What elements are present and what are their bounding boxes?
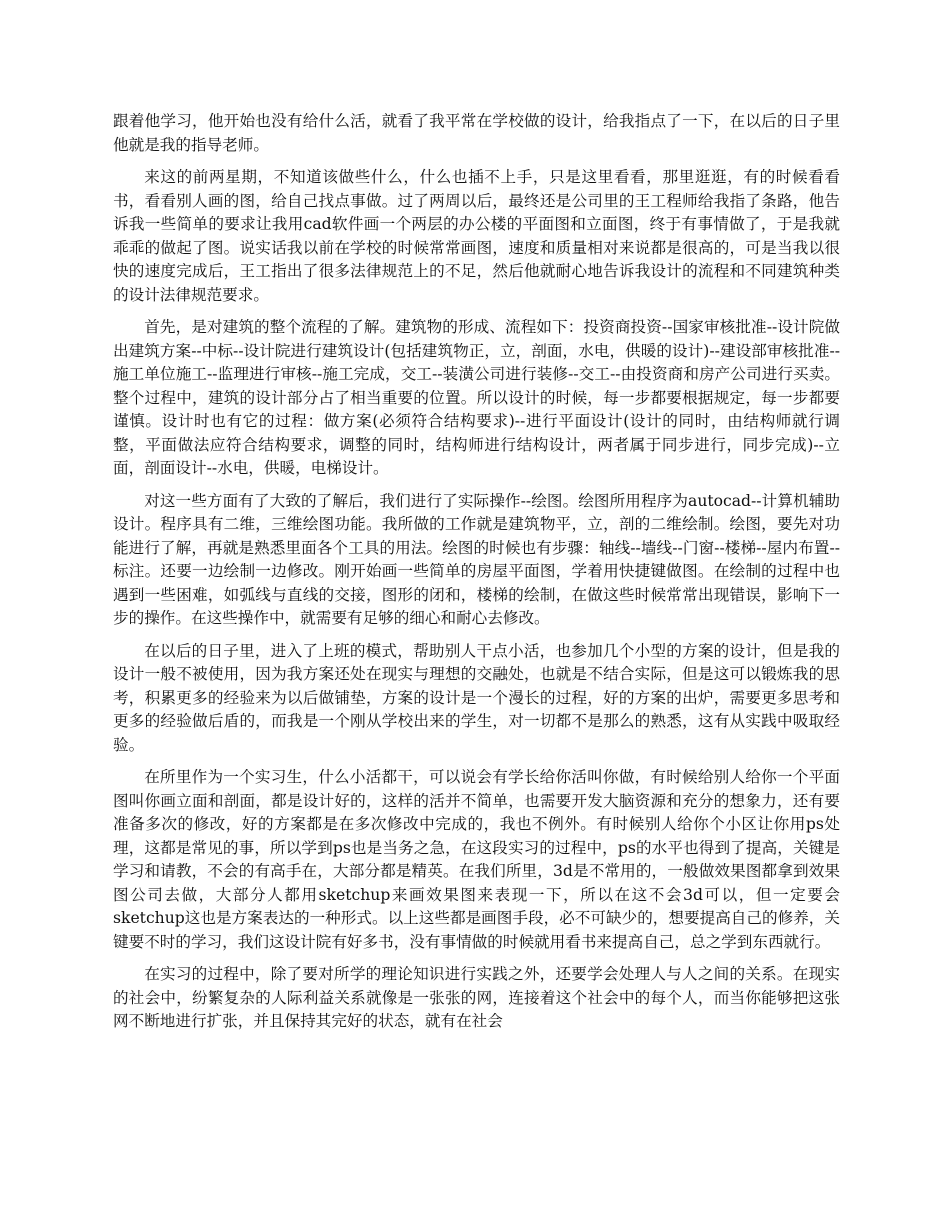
paragraph-5: 在以后的日子里，进入了上班的模式，帮助别人干点小活，也参加几个小型的方案的设计，但是我的设计一般不被使用，因为我方案还处在现实与理想的交融处，也就是不结合实际，但是这可以锻炼我的思考，积累更多的经验来为以后做铺垫，方案的设计是一个漫长的过程，好的方案的出炉，需要更多思考和更多的经验做后盾的，而我是一个刚从学校出来的学生，对一切都不是那么的熟悉，这有从实践中吸取经验。	[113, 641, 840, 754]
paragraph-6: 在所里作为一个实习生，什么小活都干，可以说会有学长给你活叫你做，有时候给别人给你一个平面图叫你画立面和剖面，都是设计好的，这样的活并不简单，也需要开发大脑资源和充分的想象力，还有要准备多次的修改，好的方案都是在多次修改中完成的，我也不例外。有时候别人给你个小区让你用ps处理，这都是常见的事，所以学到ps也是当务之急，在这段实习的过程中，ps的水平也得到了提高，关键是学习和请教，不会的有高手在，大部分都是精英。在我们所里，3d是不常用的，一般做效果图都拿到效果图公司去做，大部分人都用sketchup来画效果图来表现一下，所以在这不会3d可以，但一定要会sketchup这也是方案表达的一种形式。以上这些都是画图手段，必不可缺少的，想要提高自己的修养，关键要不时的学习，我们这设计院有好多书，没有事情做的时候就用看书来提高自己，总之学到东西就行。	[113, 768, 840, 951]
paragraph-4: 对这一些方面有了大致的了解后，我们进行了实际操作--绘图。绘图所用程序为autocad--计算机辅助设计。程序具有二维，三维绘图功能。我所做的工作就是建筑物平，立，剖的二维绘制。绘图，要先对功能进行了解，再就是熟悉里面各个工具的用法。绘图的时候也有步骤：轴线--墙线--门窗--楼梯--屋内布置--标注。还要一边绘制一边修改。刚开始画一些简单的房屋平面图，学着用快捷键做图。在绘制的过程中也遇到一些困难，如弧线与直线的交接，图形的闭和，楼梯的绘制，在做这些时候常常出现错误，影响下一步的操作。在这些操作中，就需要有足够的细心和耐心去修改。	[113, 491, 840, 627]
paragraph-1: 跟着他学习，他开始也没有给什么活，就看了我平常在学校做的设计，给我指点了一下，在以后的日子里他就是我的指导老师。	[113, 112, 840, 154]
paragraph-2: 来这的前两星期，不知道该做些什么，什么也插不上手，只是这里看看，那里逛逛，有的时候看看书，看看别人画的图，给自己找点事做。过了两周以后，最终还是公司里的王工程师给我指了条路，他告诉我一些简单的要求让我用cad软件画一个两层的办公楼的平面图和立面图，终于有事情做了，于是我就乖乖的做起了图。说实话我以前在学校的时候常常画图，速度和质量相对来说都是很高的，可是当我以很快的速度完成后，王工指出了很多法律规范上的不足，然后他就耐心地告诉我设计的流程和不同建筑种类的设计法律规范要求。	[113, 168, 840, 304]
document-page	[113, 110, 840, 1043]
paragraph-3: 首先，是对建筑的整个流程的了解。建筑物的形成、流程如下：投资商投资--国家审核批准--设计院做出建筑方案--中标--设计院进行建筑设计(包括建筑物正，立，剖面，水电，供暖的设计)--建设部审核批准--施工单位施工--监理进行审核--施工完成，交工--装潢公司进行装修--交工--由投资商和房产公司进行买卖。整个过程中，建筑的设计部分占了相当重要的位置。所以设计的时候，每一步都要根据规定，每一步都要谨慎。设计时也有它的过程：做方案(必须符合结构要求)--进行平面设计(设计的同时，由结构师就行调整，平面做法应符合结构要求，调整的同时，结构师进行结构设计，两者属于同步进行，同步完成)--立面，剖面设计--水电，供暖，电梯设计。	[113, 318, 840, 477]
paragraph-7: 在实习的过程中，除了要对所学的理论知识进行实践之外，还要学会处理人与人之间的关系。在现实的社会中，纷繁复杂的人际利益关系就像是一张张的网，连接着这个社会中的每个人，而当你能够把这张网不断地进行扩张，并且保持其完好的状态，就有在社会	[113, 965, 840, 1030]
